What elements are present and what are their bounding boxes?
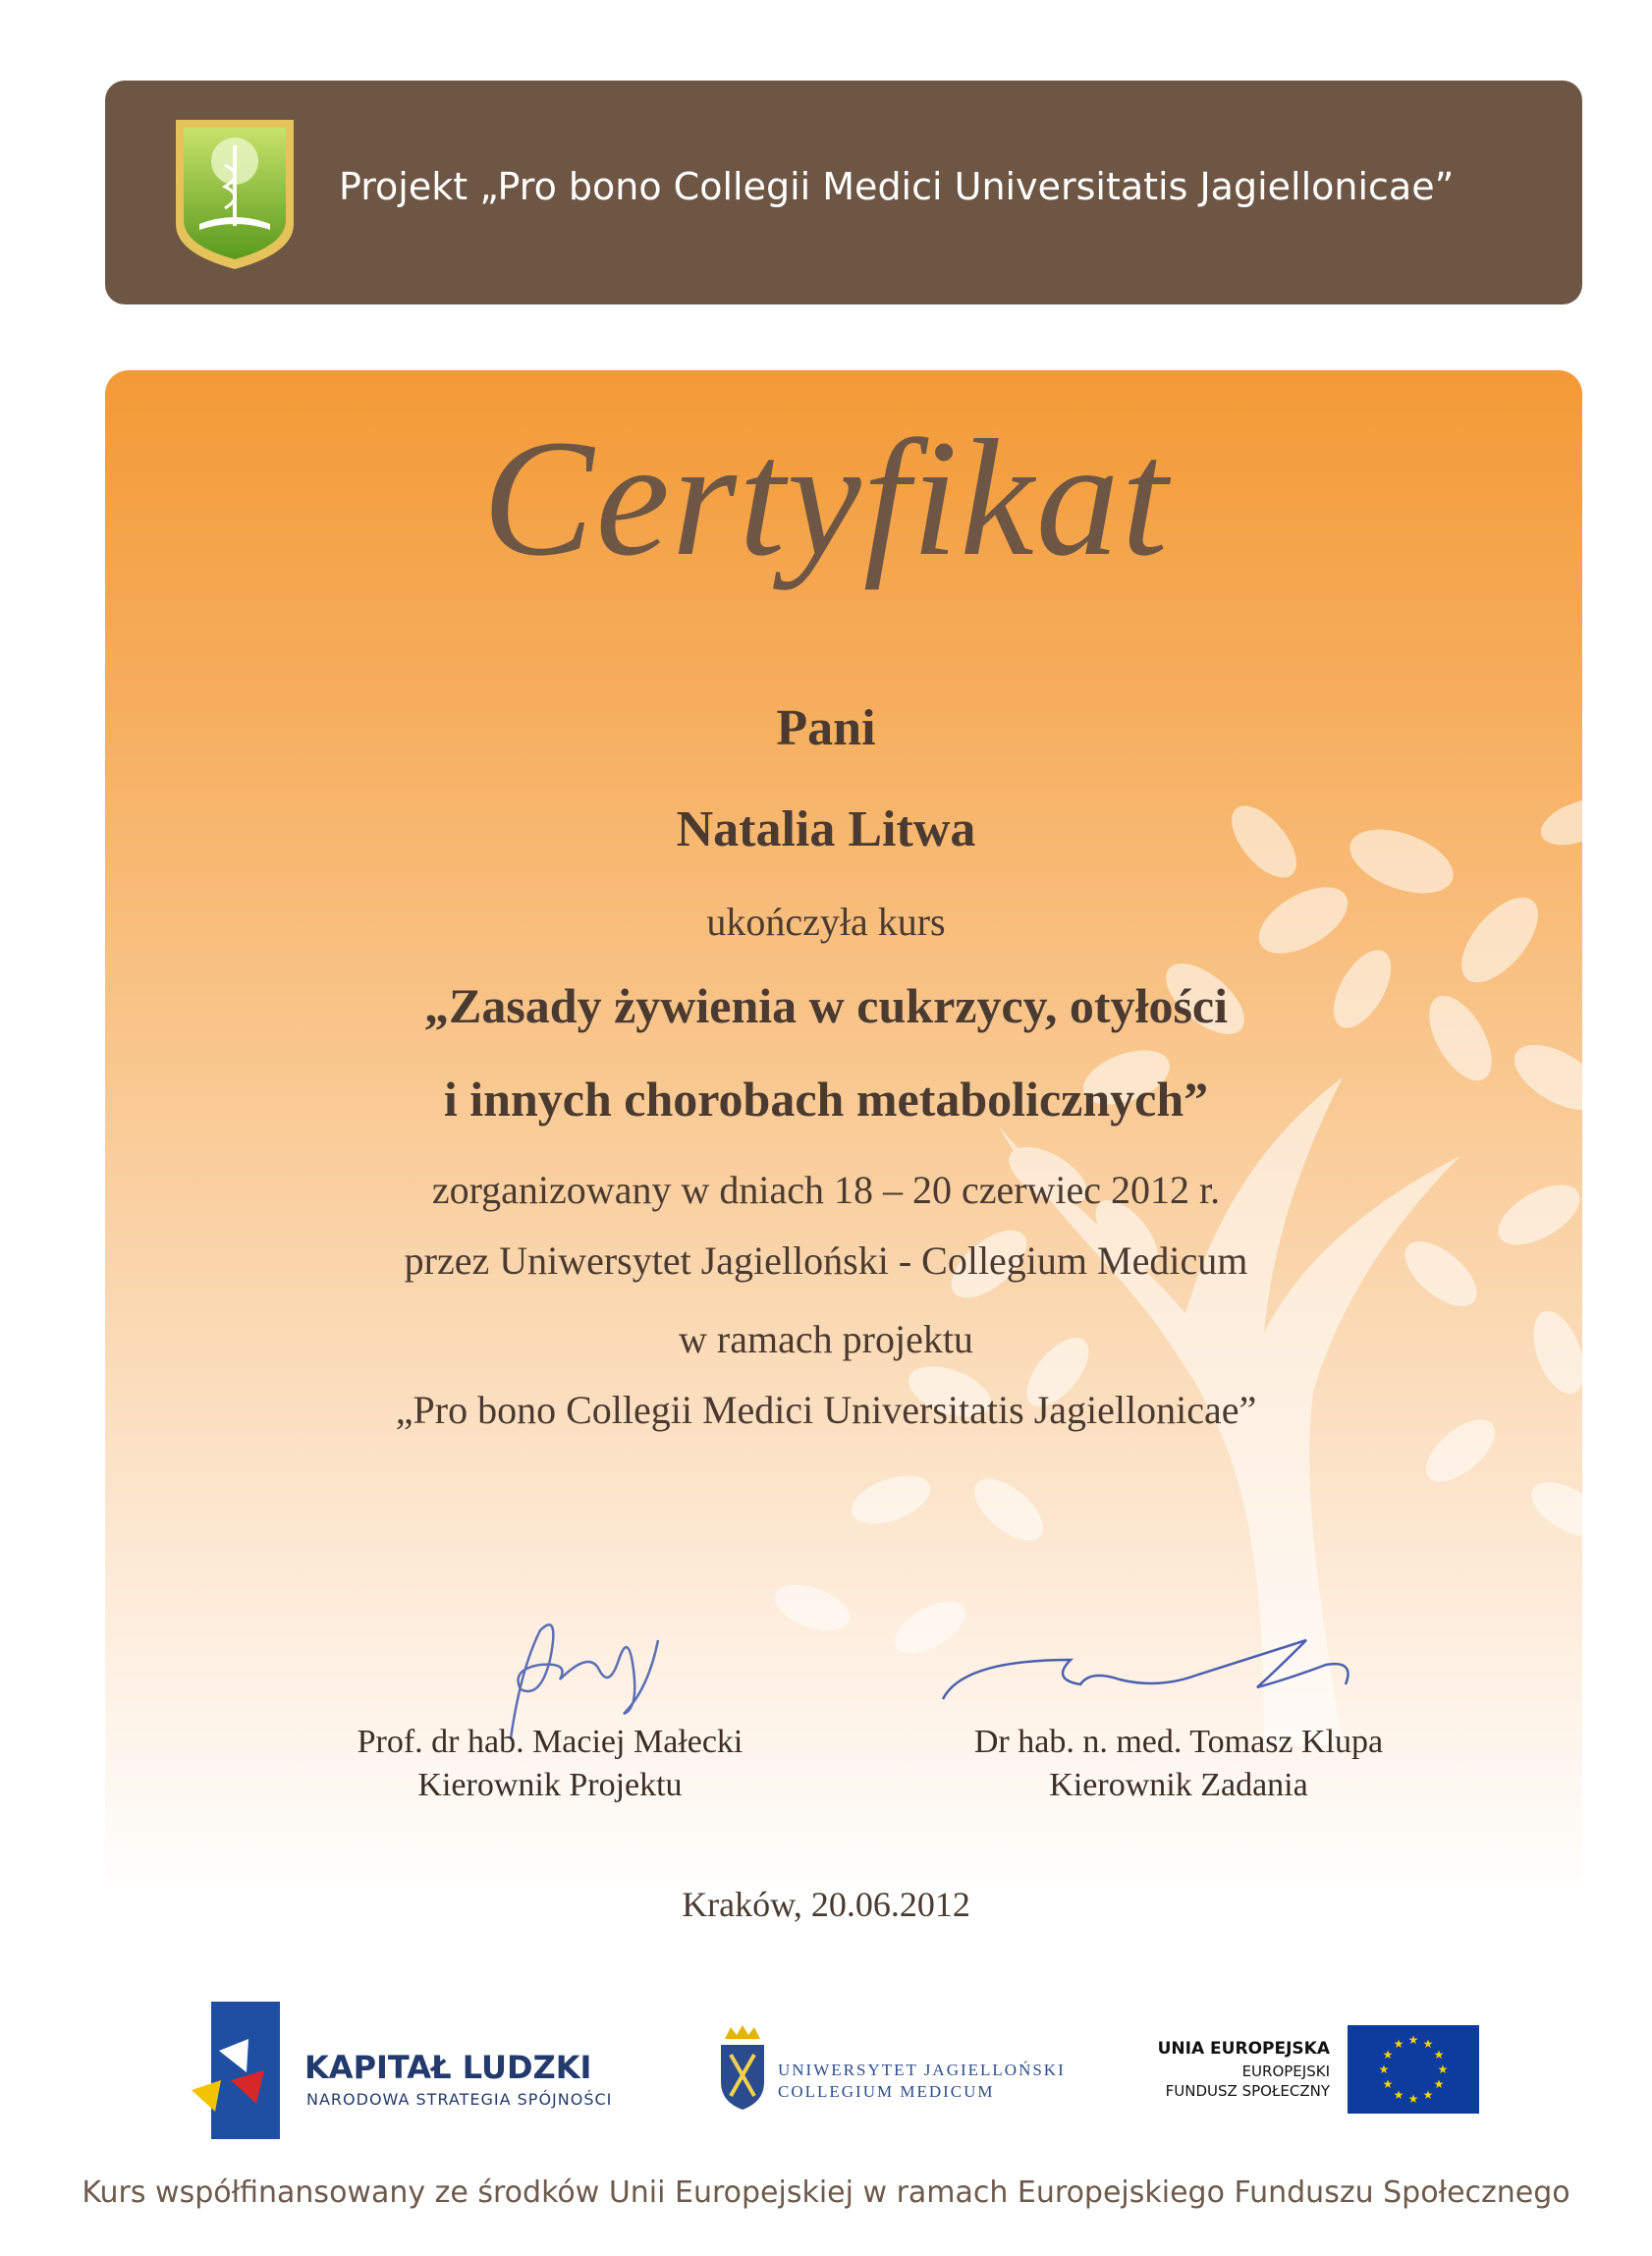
signatory-left-name: Prof. dr hab. Maciej Małecki: [357, 1724, 743, 1760]
signatory-right-name: Dr hab. n. med. Tomasz Klupa: [973, 1724, 1384, 1760]
salutation: Pani: [776, 700, 876, 756]
completed-text: ukończyła kurs: [706, 900, 946, 944]
place-date: Kraków, 20.06.2012: [682, 1885, 970, 1924]
svg-text:★: ★: [1422, 2088, 1434, 2102]
svg-text:★: ★: [1422, 2037, 1434, 2051]
svg-text:★: ★: [1433, 2077, 1445, 2091]
svg-text:★: ★: [1433, 2048, 1445, 2062]
signatory-right: [943, 1721, 1414, 1807]
project-name: „Pro bono Collegii Medici Universitatis Jagiellonicae”: [395, 1388, 1257, 1432]
svg-text:★: ★: [1437, 2063, 1449, 2076]
project-title: Projekt „Pro bono Collegii Medici Universitatis Jagiellonicae”: [339, 165, 1455, 208]
eu-flag-icon: [1348, 2025, 1479, 2114]
course-title-line2: i innych chorobach metabolicznych”: [443, 1072, 1209, 1127]
svg-text:★: ★: [1378, 2063, 1390, 2076]
certificate-heading: Certyfikat: [482, 406, 1170, 590]
svg-text:★: ★: [1382, 2077, 1394, 2091]
eu-line3: FUNDUSZ SPOŁECZNY: [1165, 2082, 1330, 2100]
uj-name-line1: UNIWERSYTET JAGIELLOŃSKI: [778, 2061, 1066, 2079]
recipient-name: Natalia Litwa: [676, 801, 976, 857]
signatory-left-role: Kierownik Projektu: [417, 1767, 683, 1803]
project-header: [105, 81, 1582, 304]
eu-line2: EUROPEJSKI: [1241, 2063, 1330, 2080]
cofinancing-note: Kurs współfinansowany ze środków Unii Europejskiej w ramach Europejskiego Funduszu Społecznego: [82, 2175, 1570, 2210]
signatory-right-role: Kierownik Zadania: [1049, 1767, 1308, 1803]
course-dates: zorganizowany w dniach 18 – 20 czerwiec 2012 r.: [431, 1168, 1221, 1212]
svg-text:★: ★: [1393, 2037, 1404, 2051]
project-logo-icon: [170, 116, 300, 273]
svg-text:★: ★: [1407, 2092, 1419, 2106]
kapital-ludzki-title: KAPITAŁ LUDZKI: [304, 2049, 592, 2086]
kapital-ludzki-logo-icon: [192, 2002, 280, 2139]
uj-crest-icon: [719, 2025, 766, 2112]
uj-name-line2: COLLEGIUM MEDICUM: [778, 2082, 995, 2101]
signature-klupa: [933, 1630, 1365, 1719]
svg-text:★: ★: [1382, 2048, 1394, 2062]
course-title-line1: „Zasady żywienia w cukrzycy, otyłości: [423, 978, 1229, 1033]
signatory-left: [334, 1721, 766, 1807]
kapital-ludzki-subtitle: NARODOWA STRATEGIA SPÓJNOŚCI: [306, 2090, 613, 2109]
svg-text:★: ★: [1393, 2088, 1404, 2102]
svg-text:★: ★: [1407, 2033, 1419, 2047]
within-project-text: w ramach projektu: [679, 1317, 973, 1361]
organizer-text: przez Uniwersytet Jagielloński - Collegium Medicum: [404, 1238, 1248, 1283]
eu-line1: UNIA EUROPEJSKA: [1157, 2039, 1330, 2059]
